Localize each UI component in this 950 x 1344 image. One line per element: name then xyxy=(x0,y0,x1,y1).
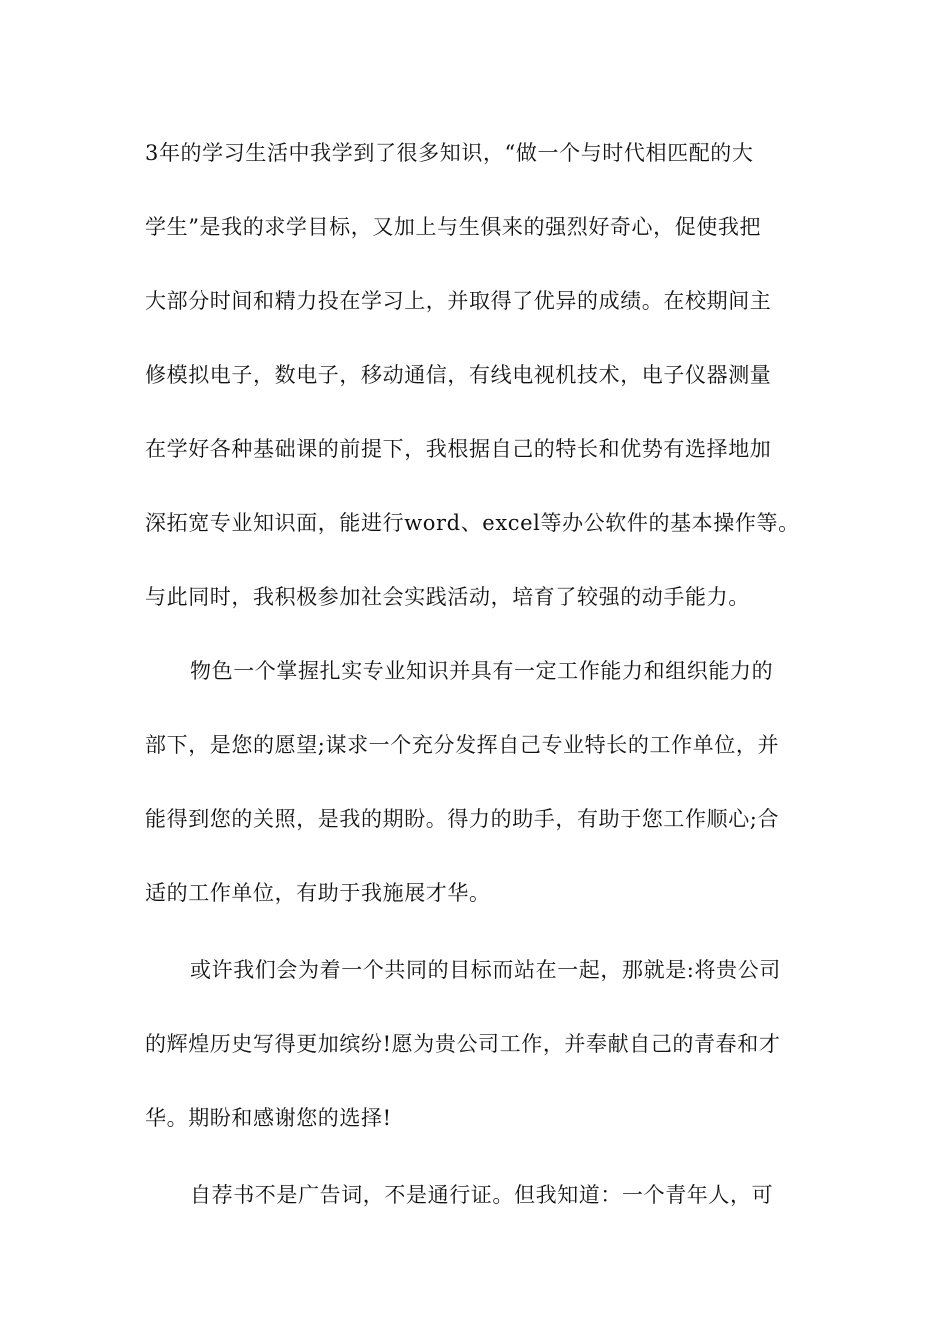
text-line: 适的工作单位，有助于我施展才华。 xyxy=(145,881,491,905)
text-line: 的辉煌历史写得更加缤纷!愿为贵公司工作，并奉献自己的青春和才 xyxy=(145,1032,781,1056)
text-line: 深拓宽专业知识面，能进行word、excel等办公软件的基本操作等。 xyxy=(145,511,800,535)
text-line: 修模拟电子，数电子，移动通信，有线电视机技术，电子仪器测量 xyxy=(145,363,772,387)
text-line: 华。期盼和感谢您的选择! xyxy=(145,1106,392,1130)
paragraph-start-line: 或许我们会为着一个共同的目标而站在一起，那就是:将贵公司 xyxy=(190,958,781,982)
paragraph-start-line: 物色一个掌握扎实专业知识并具有一定工作能力和组织能力的 xyxy=(190,659,774,683)
text-line: 学生”是我的求学目标，又加上与生俱来的强烈好奇心，促使我把 xyxy=(145,215,762,239)
text-line: 3年的学习生活中我学到了很多知识，“做一个与时代相匹配的大 xyxy=(145,141,754,165)
text-line: 在学好各种基础课的前提下，我根据自己的特长和优势有选择地加 xyxy=(145,437,772,461)
paragraph-start-line: 自荐书不是广告词，不是通行证。但我知道：一个青年人，可 xyxy=(190,1183,774,1207)
text-line: 部下，是您的愿望;谋求一个充分发挥自己专业特长的工作单位，并 xyxy=(145,733,780,757)
text-line: 与此同时，我积极参加社会实践活动，培育了较强的动手能力。 xyxy=(145,585,750,609)
text-line: 大部分时间和精力投在学习上，并取得了优异的成绩。在校期间主 xyxy=(145,289,772,313)
text-line: 能得到您的关照，是我的期盼。得力的助手，有助于您工作顺心;合 xyxy=(145,807,780,831)
